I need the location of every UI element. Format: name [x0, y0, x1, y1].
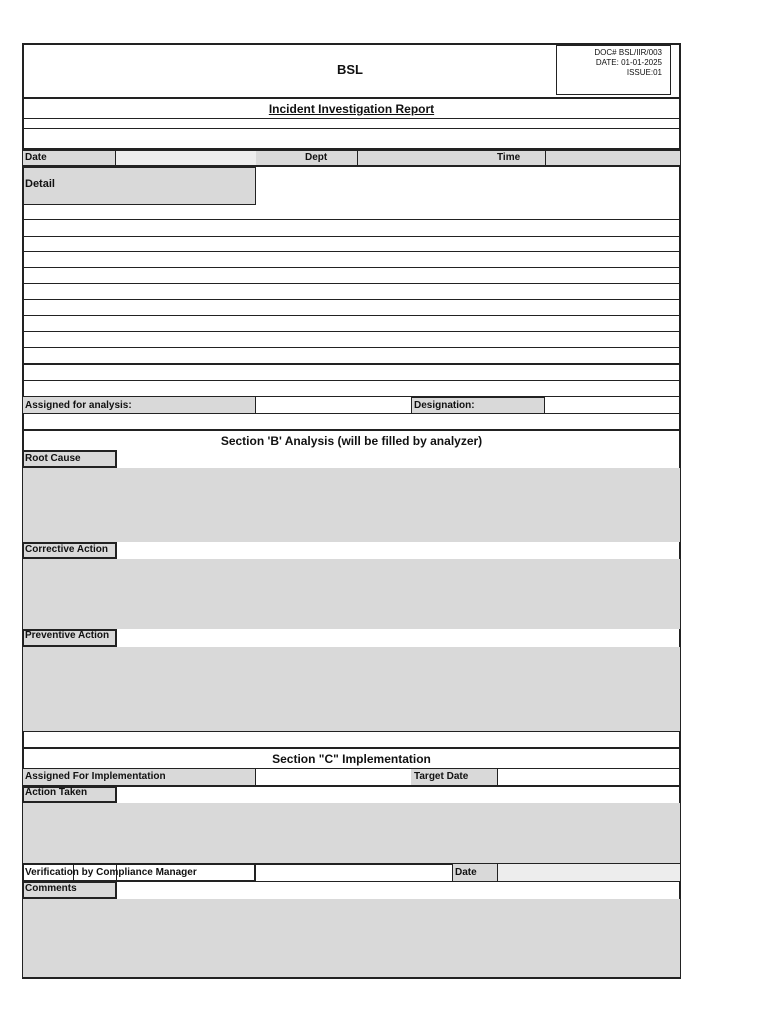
verification-date-label: Date — [455, 867, 477, 878]
detail-line[interactable] — [22, 283, 681, 284]
divider — [545, 150, 546, 165]
report-title: Incident Investigation Report — [268, 102, 435, 116]
detail-line[interactable] — [22, 219, 681, 220]
detail-line[interactable] — [22, 331, 681, 332]
divider — [357, 150, 358, 165]
divider — [497, 768, 498, 785]
preventive-label: Preventive Action — [25, 630, 110, 641]
detail-line[interactable] — [22, 267, 681, 268]
divider — [22, 363, 681, 365]
doc-issue: ISSUE:01 — [626, 68, 662, 77]
divider — [22, 429, 681, 431]
divider — [22, 128, 681, 129]
divider — [22, 747, 681, 749]
divider — [22, 118, 681, 119]
verification-label: Verification by Compliance Manager — [25, 867, 197, 878]
target-date-label: Target Date — [414, 771, 469, 782]
company-name: BSL — [337, 62, 363, 77]
divider — [255, 768, 256, 785]
action-taken-label: Action Taken — [25, 787, 88, 798]
divider — [22, 785, 681, 787]
assigned-label: Assigned for analysis: — [25, 400, 132, 411]
detail-line[interactable] — [22, 299, 681, 300]
divider — [115, 150, 116, 165]
doc-date: DATE: 01-01-2025 — [595, 58, 662, 67]
section-c-title: Section "C" Implementation — [272, 752, 431, 766]
corrective-area[interactable] — [23, 559, 680, 629]
divider — [22, 97, 681, 99]
detail-line[interactable] — [22, 347, 681, 348]
divider — [255, 397, 256, 413]
assigned-impl-label: Assigned For Implementation — [25, 771, 166, 782]
verification-date-field[interactable] — [498, 864, 680, 881]
detail-label: Detail — [25, 178, 55, 190]
detail-line[interactable] — [22, 251, 681, 252]
divider — [22, 413, 681, 414]
comments-area[interactable] — [23, 899, 680, 977]
date-label: Date — [25, 152, 47, 163]
doc-number: DOC# BSL/IIR/003 — [594, 48, 662, 57]
designation-label: Designation: — [414, 400, 475, 411]
divider — [22, 380, 681, 381]
detail-label-box — [23, 167, 256, 205]
divider — [22, 881, 681, 882]
divider — [22, 731, 681, 732]
action-taken-area[interactable] — [23, 803, 680, 863]
comments-label: Comments — [25, 883, 77, 894]
time-label: Time — [497, 152, 521, 163]
divider — [22, 768, 681, 769]
divider — [452, 864, 453, 881]
detail-line[interactable] — [22, 315, 681, 316]
date-field[interactable] — [116, 151, 256, 165]
section-b-title: Section 'B' Analysis (will be filled by analyzer) — [220, 434, 483, 448]
detail-line[interactable] — [22, 236, 681, 237]
preventive-area[interactable] — [23, 647, 680, 731]
root-cause-area[interactable] — [23, 468, 680, 542]
corrective-label: Corrective Action — [25, 544, 108, 555]
dept-label: Dept — [305, 152, 328, 163]
root-cause-label: Root Cause — [25, 453, 81, 464]
